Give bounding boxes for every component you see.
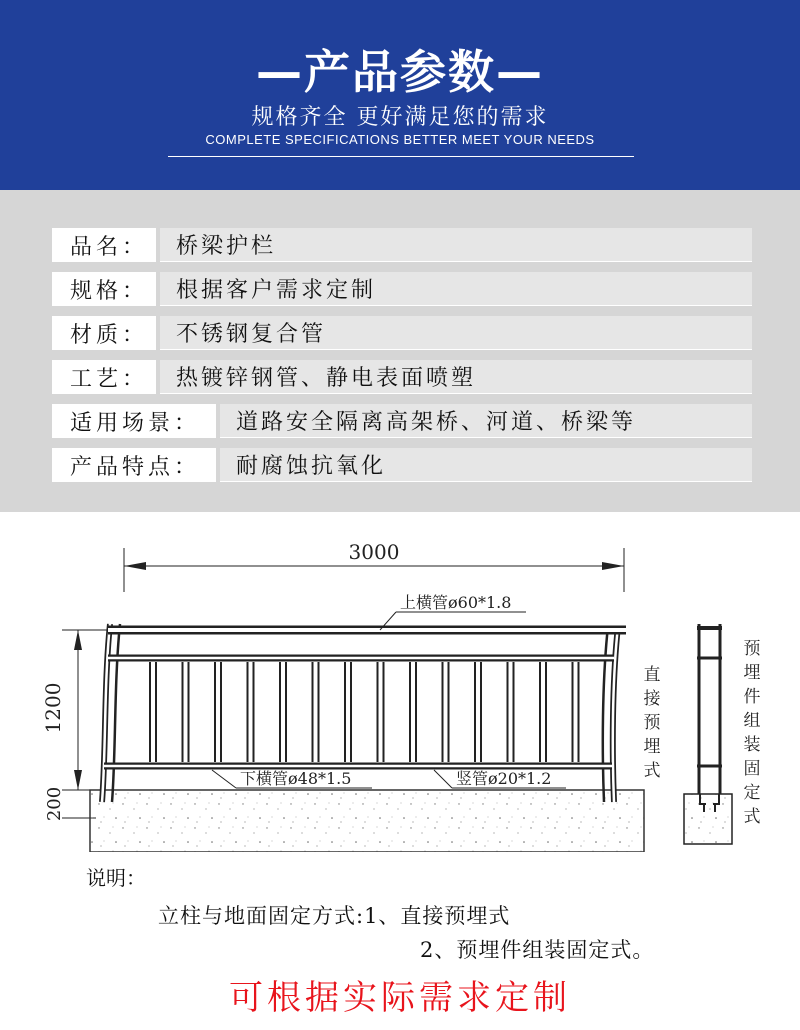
width-dimension [124, 540, 624, 592]
direct-embed-label [644, 665, 661, 781]
spec-key: 工艺： [52, 360, 156, 394]
spec-value: 耐腐蚀抗氧化 [220, 448, 752, 482]
spec-value: 热镀锌钢管、静电表面喷塑 [160, 360, 752, 394]
vertical-label-char: 组 [743, 711, 761, 731]
railing-technical-drawing [0, 512, 800, 852]
page-subtitle-english: COMPLETE SPECIFICATIONS BETTER MEET YOUR NEEDS [205, 132, 595, 147]
vertical-balusters [150, 662, 579, 762]
spec-row-material [52, 316, 752, 350]
notes-line-2: 2、预埋件组装固定式。 [420, 938, 655, 962]
customization-banner: 可根据实际需求定制 [229, 978, 571, 1018]
notes-section [0, 852, 800, 1030]
spec-value: 道路安全隔离高架桥、河道、桥梁等 [220, 404, 752, 438]
vertical-tube-callout [434, 769, 566, 788]
spec-value: 不锈钢复合管 [160, 316, 752, 350]
spec-row-scene [52, 404, 752, 438]
notes-line-1: 立柱与地面固定方式:1、直接预埋式 [158, 904, 511, 928]
bottom-rail-callout [212, 769, 372, 788]
side-view [684, 624, 732, 844]
page-title: —产品参数— [256, 45, 544, 99]
vertical-label-char: 接 [643, 689, 661, 709]
page-subtitle: 规格齐全 更好满足您的需求 [251, 105, 549, 130]
spec-row-feature [52, 448, 752, 482]
assembly-fixed-label [744, 639, 761, 827]
spec-value: 桥梁护栏 [160, 228, 752, 262]
divider-line [168, 156, 634, 157]
spec-value: 根据客户需求定制 [160, 272, 752, 306]
vertical-tube-label: 竖管ø20*1.2 [456, 769, 552, 788]
notes-heading: 说明： [86, 866, 146, 890]
width-dimension-label: 3000 [348, 540, 400, 564]
vertical-label-char: 埋 [743, 663, 761, 683]
bottom-rail-label: 下横管ø48*1.5 [240, 769, 352, 788]
spec-row-process [52, 360, 752, 394]
vertical-label-char: 埋 [643, 737, 661, 757]
spec-key: 适用场景： [52, 404, 216, 438]
vertical-label-char: 式 [643, 761, 661, 781]
vertical-label-char: 定 [743, 783, 761, 803]
vertical-label-char: 装 [743, 735, 761, 755]
spec-key: 品名： [52, 228, 156, 262]
spec-row-name [52, 228, 752, 262]
vertical-label-char: 式 [743, 807, 761, 827]
spec-key: 规格： [52, 272, 156, 306]
spec-table [0, 190, 800, 512]
spec-key: 材质： [52, 316, 156, 350]
vertical-label-char: 件 [743, 687, 761, 707]
vertical-label-char: 直 [643, 665, 661, 685]
base-dimension-label: 200 [44, 786, 65, 822]
top-rail-label: 上横管ø60*1.8 [400, 593, 512, 612]
railing-drawing-svg [0, 512, 800, 852]
top-rail-callout [380, 593, 526, 630]
concrete-base [90, 790, 644, 852]
spec-key: 产品特点： [52, 448, 216, 482]
height-dimension [41, 630, 108, 790]
vertical-label-char: 预 [643, 713, 661, 733]
spec-row-size [52, 272, 752, 306]
height-dimension-label: 1200 [41, 682, 65, 734]
header-banner [0, 0, 800, 190]
vertical-label-char: 固 [743, 759, 761, 779]
vertical-label-char: 预 [743, 639, 761, 659]
